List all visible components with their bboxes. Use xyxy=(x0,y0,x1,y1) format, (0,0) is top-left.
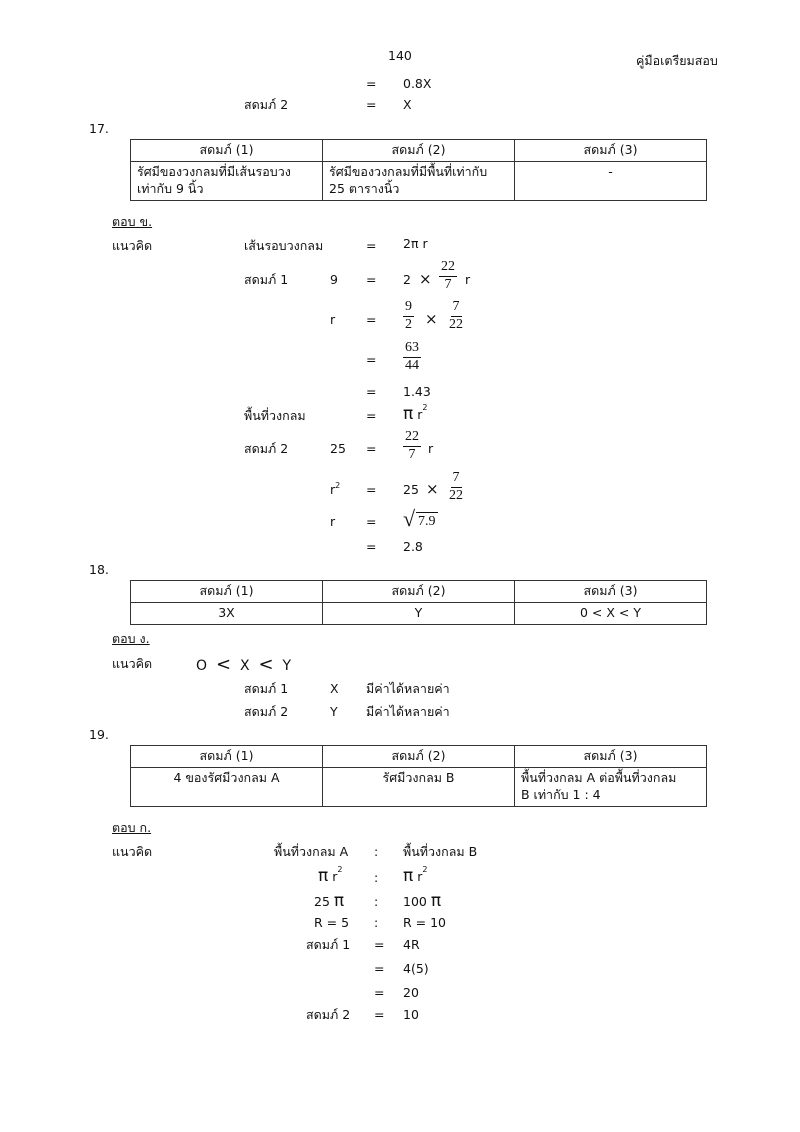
equals-sign: = xyxy=(366,441,377,456)
column-2-label: สดมภ์ 2 xyxy=(306,1007,351,1022)
answer-label: ตอบ ง. xyxy=(112,631,150,646)
variable-r: r xyxy=(428,441,434,456)
pi-r-squared: π $r^2$ xyxy=(403,403,428,424)
note: มีค่าได้หลายค่า xyxy=(366,681,450,696)
value-x: X xyxy=(403,97,412,112)
variable-y: Y xyxy=(330,704,338,719)
fraction-7-22: $\frac{7}{22}$ xyxy=(449,470,463,503)
value-25: 25 xyxy=(330,441,346,456)
equals-sign: = xyxy=(366,352,377,367)
equals-sign: = xyxy=(366,238,377,253)
comparison-table-18 xyxy=(130,580,707,625)
column-header: สดมภ์ (3) xyxy=(515,581,707,603)
table-cell: - xyxy=(515,161,707,200)
square-root: √ 7.9 xyxy=(403,506,436,531)
times-sign: × xyxy=(426,480,439,498)
equals-sign: = xyxy=(366,384,377,399)
equals-sign: = xyxy=(366,312,377,327)
value-9: 9 xyxy=(330,272,338,287)
ratio-left: พื้นที่วงกลม A xyxy=(274,844,349,859)
concept-label: แนวคิด xyxy=(112,844,153,859)
concept-label: แนวคิด xyxy=(112,656,153,671)
fraction-9-2: $\frac{9}{2}$ xyxy=(405,299,412,332)
table-cell: 0 < X < Y xyxy=(515,602,707,624)
note: มีค่าได้หลายค่า xyxy=(366,704,450,719)
column-header: สดมภ์ (2) xyxy=(323,746,515,768)
inequality: O < X < Y xyxy=(196,654,291,675)
fraction-7-22: $\frac{7}{22}$ xyxy=(449,299,463,332)
column-1-label: สดมภ์ 1 xyxy=(244,272,289,287)
table-cell: พื้นที่วงกลม A ต่อพื้นที่วงกลม B เท่ากับ 1 : 4 xyxy=(515,767,707,806)
column-1-label: สดมภ์ 1 xyxy=(244,681,289,696)
value-1.43: 1.43 xyxy=(403,384,431,399)
question-number: 19. xyxy=(89,727,109,742)
column-2-label: สดมภ์ 2 xyxy=(244,441,289,456)
pi-r-squared: π $r^2$ xyxy=(318,865,343,886)
variable-r: r xyxy=(330,312,336,327)
column-2-label: สดมภ์ 2 xyxy=(244,97,289,112)
column-header: สดมภ์ (1) xyxy=(131,581,323,603)
table-cell: 4 ของรัศมีวงกลม A xyxy=(131,767,323,806)
equals-sign: = xyxy=(374,937,385,952)
two-pi-r: 2π r xyxy=(403,236,428,251)
column-header: สดมภ์ (1) xyxy=(131,140,323,162)
value-100-pi: 100 π xyxy=(403,891,442,911)
value-2: 2 xyxy=(403,272,411,287)
concept-label: แนวคิด xyxy=(112,238,153,253)
column-header: สดมภ์ (3) xyxy=(515,140,707,162)
ratio-right: พื้นที่วงกลม B xyxy=(403,844,478,859)
column-header: สดมภ์ (2) xyxy=(323,140,515,162)
page-number: 140 xyxy=(388,48,412,63)
column-header: สดมภ์ (1) xyxy=(131,746,323,768)
colon: : xyxy=(374,870,379,885)
equals-sign: = xyxy=(366,482,377,497)
table-cell: รัศมีวงกลม B xyxy=(323,767,515,806)
radius-b: R = 10 xyxy=(403,915,447,930)
equals-sign: = xyxy=(374,985,385,1000)
column-1-label: สดมภ์ 1 xyxy=(306,937,351,952)
variable-x: X xyxy=(330,681,339,696)
table-cell: Y xyxy=(323,602,515,624)
equals-sign: = xyxy=(366,272,377,287)
radius-a: R = 5 xyxy=(314,915,350,930)
equals-sign: = xyxy=(366,539,377,554)
colon: : xyxy=(374,894,379,909)
equals-sign: = xyxy=(374,1007,385,1022)
answer-label: ตอบ ก. xyxy=(112,820,152,835)
equals-sign: = xyxy=(366,514,377,529)
table-cell: รัศมีของวงกลมที่มีพื้นที่เท่ากับ 25 ตารางนิ้ว xyxy=(323,161,515,200)
value-25: 25 xyxy=(403,482,419,497)
column-2-label: สดมภ์ 2 xyxy=(244,704,289,719)
circumference-label: เส้นรอบวงกลม xyxy=(244,238,324,253)
column-header: สดมภ์ (3) xyxy=(515,746,707,768)
fraction-22-7: $\frac{22}{7}$ xyxy=(441,259,455,292)
equals-sign: = xyxy=(366,76,377,91)
value-25-pi: 25 π xyxy=(314,891,345,911)
comparison-table-19 xyxy=(130,745,707,807)
table-cell: 3X xyxy=(131,602,323,624)
question-number: 18. xyxy=(89,562,109,577)
value-0.8x: 0.8X xyxy=(403,76,432,91)
times-sign: × xyxy=(425,310,438,328)
table-cell: รัศมีของวงกลมที่มีเส้นรอบวง เท่ากับ 9 นิ้ว xyxy=(131,161,323,200)
variable-r: r xyxy=(330,514,336,529)
value-4-5: 4(5) xyxy=(403,961,429,976)
equals-sign: = xyxy=(366,408,377,423)
comparison-table-17 xyxy=(130,139,707,201)
equals-sign: = xyxy=(366,97,377,112)
value-20: 20 xyxy=(403,985,419,1000)
column-header: สดมภ์ (2) xyxy=(323,581,515,603)
colon: : xyxy=(374,915,379,930)
pi-r-squared: π $r^2$ xyxy=(403,865,428,886)
fraction-22-7: $\frac{22}{7}$ xyxy=(405,429,419,462)
times-sign: × xyxy=(419,270,432,288)
question-number: 17. xyxy=(89,121,109,136)
colon: : xyxy=(374,844,379,859)
value-4r: 4R xyxy=(403,937,420,952)
book-title: คู่มือเตรียมสอบ xyxy=(636,53,718,68)
value-2.8: 2.8 xyxy=(403,539,423,554)
equals-sign: = xyxy=(374,961,385,976)
variable-r: r xyxy=(465,272,471,287)
area-label: พื้นที่วงกลม xyxy=(244,408,306,423)
value-10: 10 xyxy=(403,1007,419,1022)
answer-label: ตอบ ข. xyxy=(112,214,153,229)
r-squared: $r^2$ xyxy=(330,481,341,497)
fraction-63-44: $\frac{63}{44}$ xyxy=(405,340,419,373)
